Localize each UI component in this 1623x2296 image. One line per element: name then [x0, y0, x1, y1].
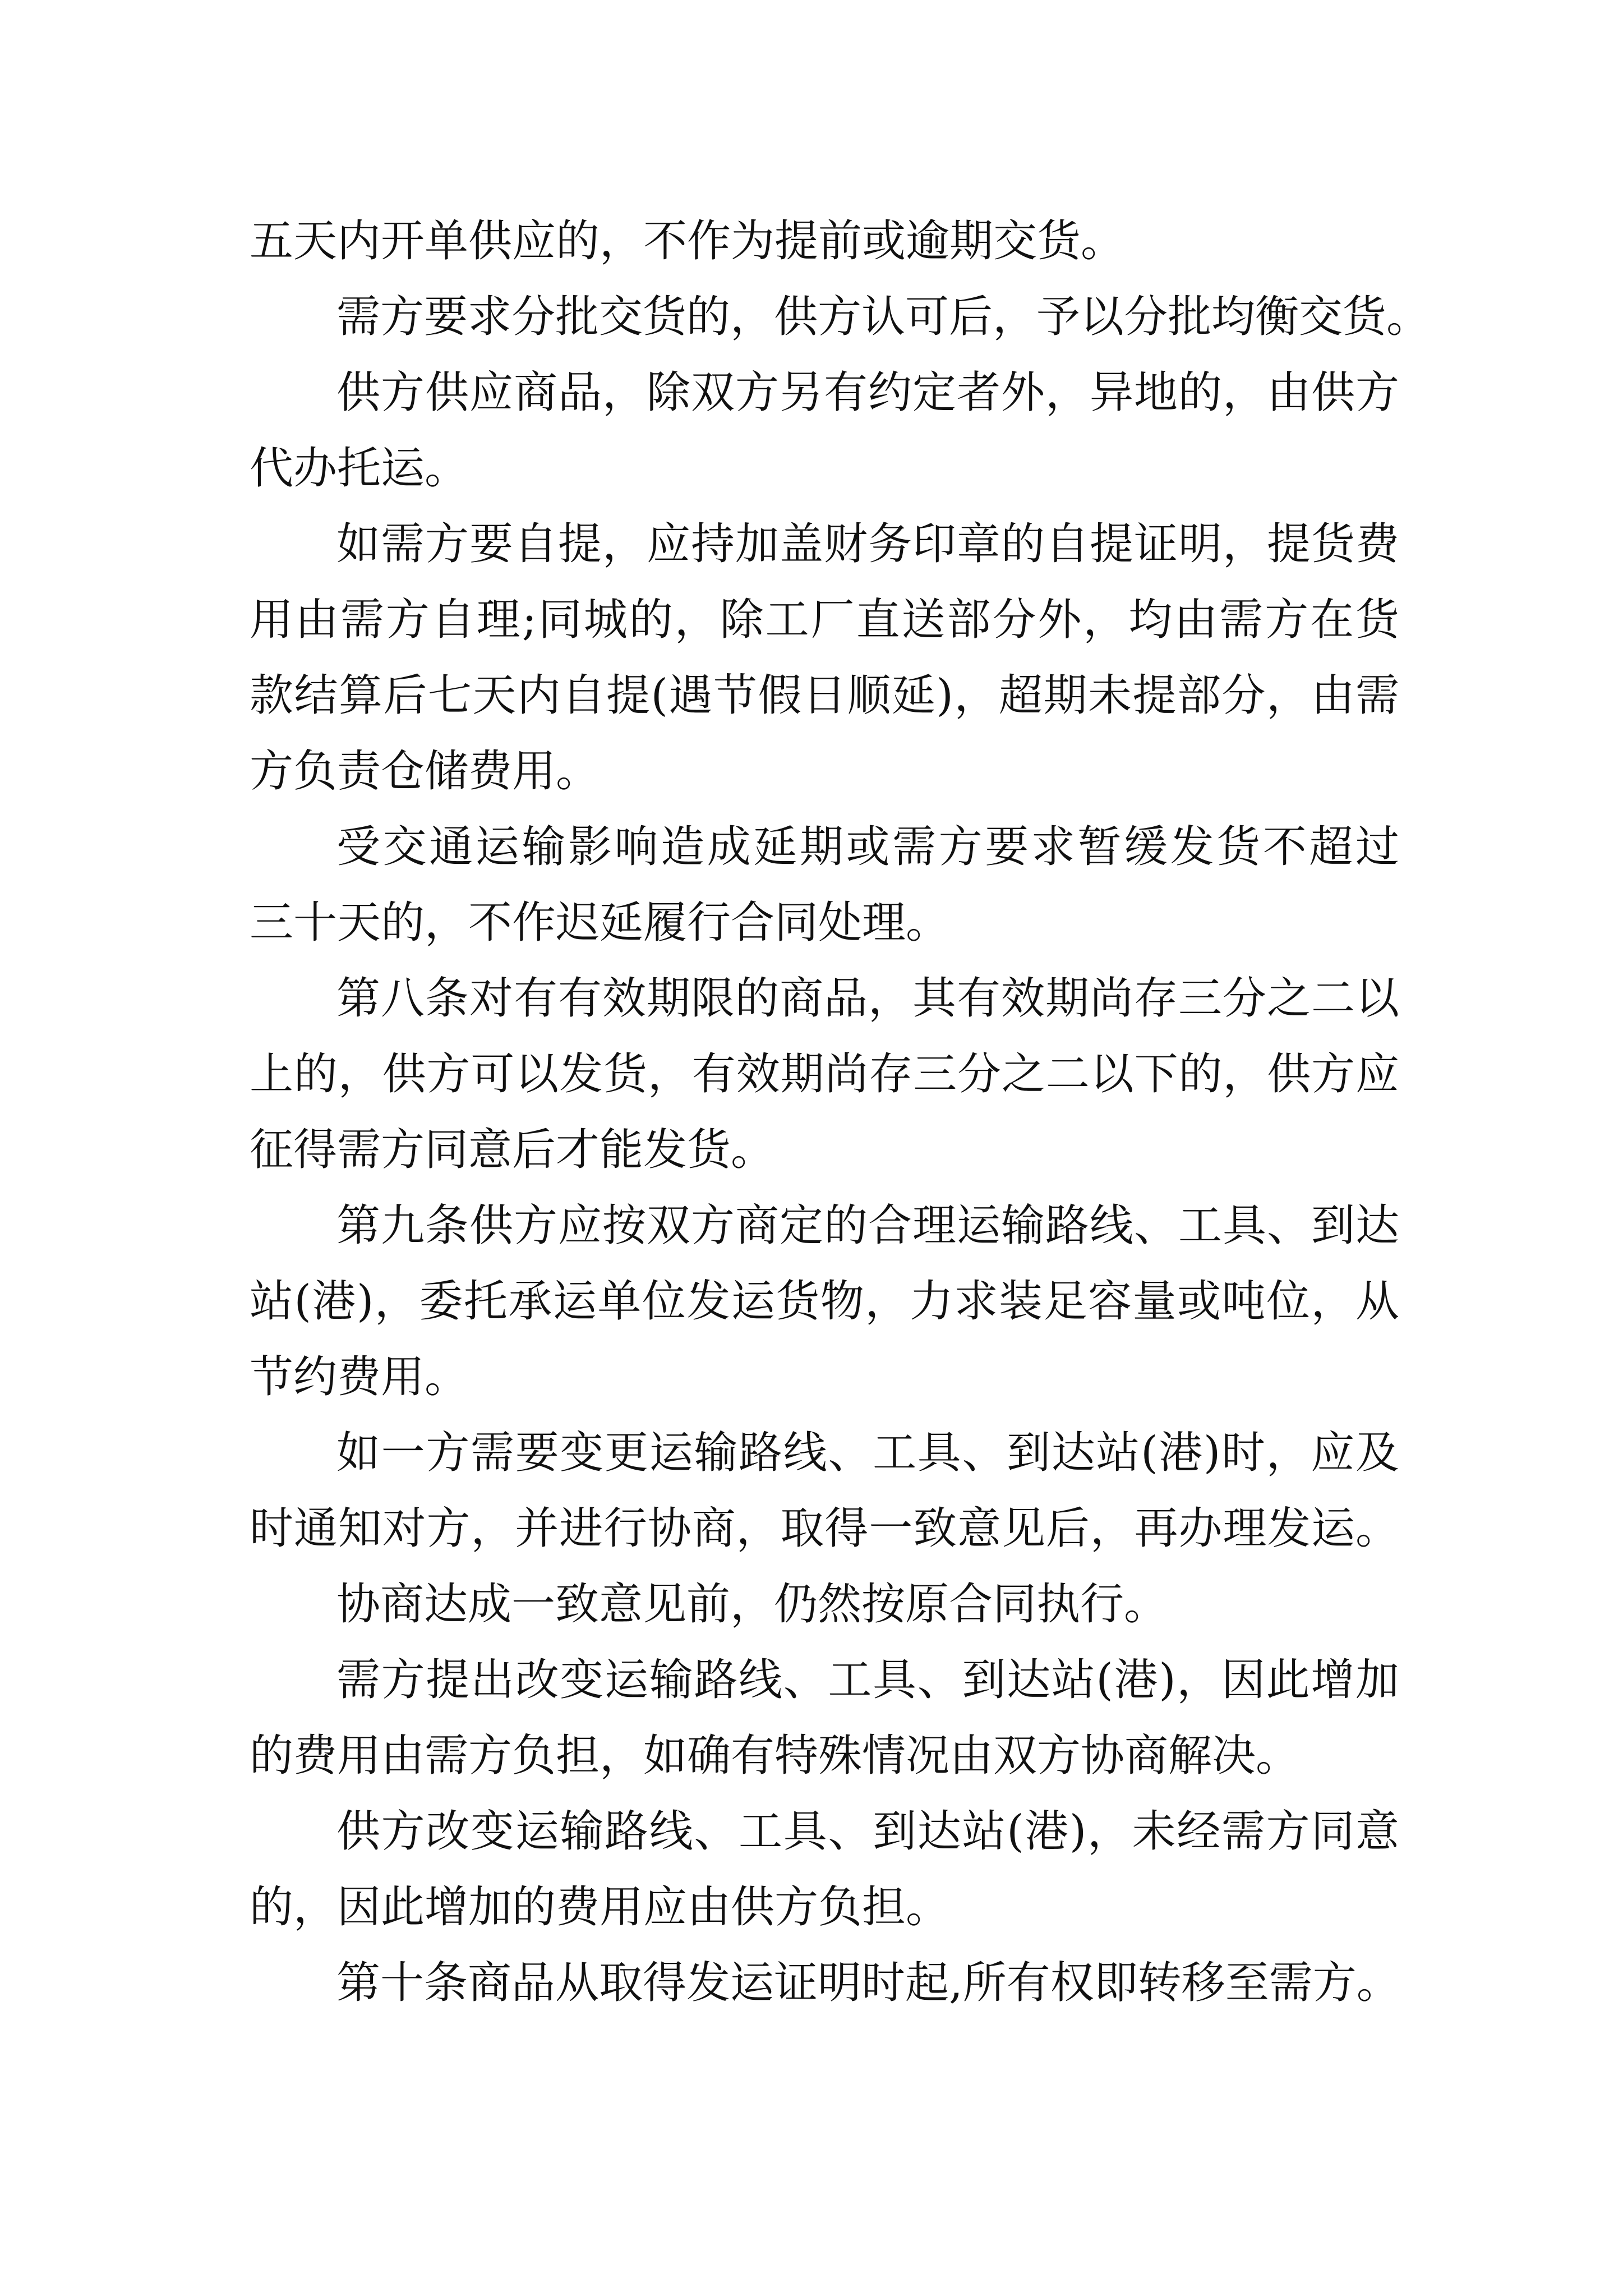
text-line: 用由需方自理;同城的，除工厂直送部分外，均由需方在货: [250, 595, 1399, 645]
text-line: 三十天的，不作迟延履行合同处理。: [250, 898, 950, 948]
text-line: 第十条商品从取得发运证明时起,所有权即转移至需方。: [336, 1958, 1400, 2008]
text-line: 款结算后七天内自提(遇节假日顺延)，超期未提部分，由需: [250, 670, 1399, 721]
text-line: 供方供应商品，除双方另有约定者外，异地的，由供方: [336, 367, 1399, 418]
text-line: 上的，供方可以发货，有效期尚存三分之二以下的，供方应: [250, 1049, 1399, 1099]
text-line: 方负责仓储费用。: [250, 746, 600, 797]
text-line: 的，因此增加的费用应由供方负担。: [250, 1882, 950, 1932]
text-line: 需方提出改变运输路线、工具、到达站(港)，因此增加: [336, 1655, 1399, 1705]
text-line: 代办托运。: [250, 443, 469, 494]
text-line: 第九条供方应按双方商定的合理运输路线、工具、到达: [336, 1200, 1399, 1251]
text-line: 时通知对方，并进行协商，取得一致意见后，再办理发运。: [250, 1503, 1399, 1554]
text-line: 五天内开单供应的，不作为提前或逾期交货。: [250, 216, 1125, 266]
text-line: 供方改变运输路线、工具、到达站(港)，未经需方同意: [336, 1806, 1399, 1857]
text-line: 受交通运输影响造成延期或需方要求暂缓发货不超过: [336, 822, 1399, 872]
text-line: 站(港)，委托承运单位发运货物，力求装足容量或吨位，从: [250, 1276, 1399, 1327]
text-line: 如需方要自提，应持加盖财务印章的自提证明，提货费: [336, 519, 1399, 569]
text-line: 如一方需要变更运输路线、工具、到达站(港)时，应及: [336, 1428, 1399, 1478]
text-line: 第八条对有有效期限的商品，其有效期尚存三分之二以: [336, 973, 1399, 1024]
text-line: 节约费用。: [250, 1352, 469, 1402]
text-line: 征得需方同意后才能发货。: [250, 1125, 775, 1175]
text-line: 协商达成一致意见前，仍然按原合同执行。: [336, 1579, 1168, 1630]
text-line: 需方要求分批交货的，供方认可后，予以分批均衡交货。: [336, 292, 1431, 342]
text-line: 的费用由需方负担，如确有特殊情况由双方协商解决。: [250, 1731, 1300, 1781]
